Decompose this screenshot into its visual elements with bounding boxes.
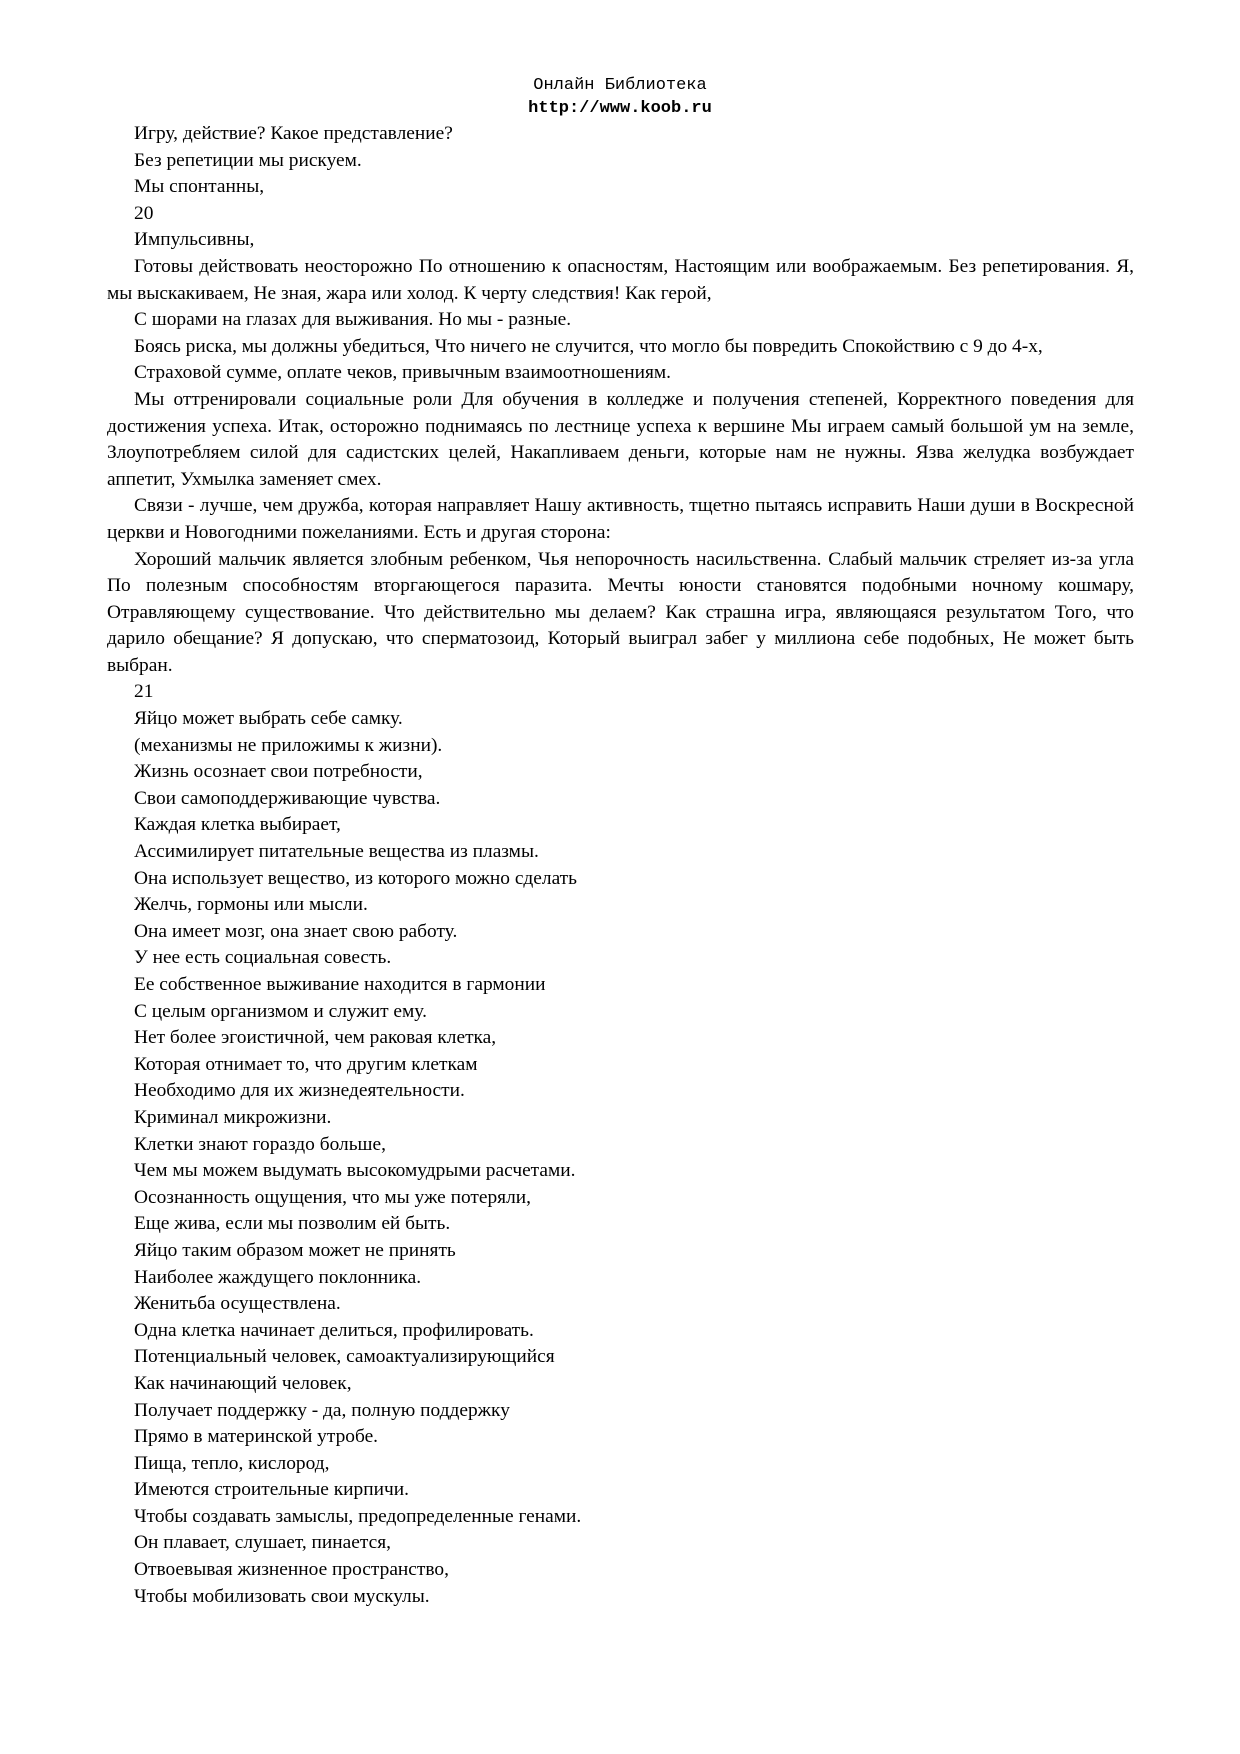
text-line: Как начинающий человек, bbox=[134, 1372, 352, 1394]
text-line: Прямо в материнской утробе. bbox=[134, 1426, 379, 1448]
paragraph: Связи - лучше, чем дружба, которая направляет Нашу активность, тщетно пытаясь исправить Наши души в Воскресной церкви и Новогодними пожеланиями. Есть и другая сторона: bbox=[107, 495, 1134, 543]
paragraph: Боясь риска, мы должны убедиться, Что ничего не случится, что могло бы повредить Спокойствию с 9 до 4-х, bbox=[134, 335, 1043, 357]
text-line: Ассимилирует питательные вещества из плазмы. bbox=[134, 841, 539, 863]
text-line: Он плавает, слушает, пинается, bbox=[134, 1532, 391, 1554]
page-number: 20 bbox=[134, 202, 154, 224]
text-line: Женитьба осуществлена. bbox=[134, 1293, 341, 1315]
text-line: Осознанность ощущения, что мы уже потеряли, bbox=[134, 1186, 531, 1208]
page-number: 21 bbox=[134, 681, 154, 703]
text-line: Еще жива, если мы позволим ей быть. bbox=[134, 1213, 451, 1235]
text-line: Наиболее жаждущего поклонника. bbox=[134, 1266, 422, 1288]
text-line: Получает поддержку - да, полную поддержку bbox=[134, 1399, 510, 1421]
library-url[interactable]: http://www.koob.ru bbox=[528, 99, 712, 118]
text-line: Игру, действие? Какое представление? bbox=[134, 123, 453, 144]
text-line: Она использует вещество, из которого можно сделать bbox=[134, 867, 577, 889]
text-line: Чтобы мобилизовать свои мускулы. bbox=[134, 1585, 430, 1607]
text-line: Криминал микрожизни. bbox=[134, 1106, 332, 1128]
text-line: Имеются строительные кирпичи. bbox=[134, 1479, 409, 1501]
text-line: Пища, тепло, кислород, bbox=[134, 1452, 330, 1474]
library-title: Онлайн Библиотека bbox=[533, 76, 707, 95]
document-body bbox=[107, 121, 1134, 1610]
text-line: Страховой сумме, оплате чеков, привычным взаимоотношениям. bbox=[134, 362, 672, 384]
paragraph: Мы оттренировали социальные роли Для обучения в колледже и получения степеней, Корректного поведения для достижения успеха. Итак, осторожно поднимаясь по лестнице успеха к вершине Мы играем самый большой ум на земле, Злоупотребляем силой для садистских целей, Накапливаем деньги, которые нам не нужны. Язва желудка возбуждает аппетит, Ухмылка заменяет смех. bbox=[107, 388, 1134, 490]
text-line: Клетки знают гораздо больше, bbox=[134, 1133, 386, 1155]
text-line: Ее собственное выживание находится в гармонии bbox=[134, 974, 546, 995]
text-line: У нее есть социальная совесть. bbox=[134, 947, 392, 969]
text-line: С целым организмом и служит ему. bbox=[134, 1000, 427, 1022]
text-line: Она имеет мозг, она знает свою работу. bbox=[134, 920, 458, 942]
text-line: Чем мы можем выдумать высокомудрыми расчетами. bbox=[134, 1160, 576, 1182]
text-line: Без репетиции мы рискуем. bbox=[134, 149, 362, 171]
text-line: Чтобы создавать замыслы, предопределенные генами. bbox=[134, 1505, 582, 1527]
text-line: (механизмы не приложимы к жизни). bbox=[134, 734, 443, 756]
text-line: Мы спонтанны, bbox=[134, 176, 265, 198]
text-line: Импульсивны, bbox=[134, 229, 255, 251]
paragraph: Готовы действовать неосторожно По отношению к опасностям, Настоящим или воображаемым. Без репетирования. Я, мы выскакиваем, Не зная, жара или холод. К черту следствия! Как герой, bbox=[107, 255, 1134, 304]
text-line: Яйцо может выбрать себе самку. bbox=[134, 708, 403, 730]
text-line: Потенциальный человек, самоактуализирующийся bbox=[134, 1346, 555, 1368]
text-line: Необходимо для их жизнедеятельности. bbox=[134, 1080, 465, 1102]
text-line: Одна клетка начинает делиться, профилировать. bbox=[134, 1319, 534, 1341]
text-line: Каждая клетка выбирает, bbox=[134, 814, 341, 836]
text-line: С шорами на глазах для выживания. Но мы - разные. bbox=[134, 309, 572, 331]
paragraph: Хороший мальчик является злобным ребенком, Чья непорочность насильственна. Слабый мальчик стреляет из-за угла По полезным способностям вторгающегося паразита. Мечты юности становятся подобными ночному кошмару, Отравляющему существование. Что действительно мы делаем? Как страшна игра, являющаяся результатом Того, что дарило обещание? Я допускаю, что сперматозоид, Который выиграл забег у миллиона себе подобных, Не может быть выбран. bbox=[107, 548, 1134, 676]
text-line: Свои самоподдерживающие чувства. bbox=[134, 787, 441, 809]
text-line: Яйцо таким образом может не принять bbox=[134, 1239, 456, 1261]
text-line: Нет более эгоистичной, чем раковая клетка, bbox=[134, 1027, 497, 1049]
text-line: Отвоевывая жизненное пространство, bbox=[134, 1559, 449, 1581]
page-header bbox=[0, 74, 1240, 120]
text-line: Желчь, гормоны или мысли. bbox=[134, 894, 368, 916]
text-line: Которая отнимает то, что другим клеткам bbox=[134, 1053, 478, 1075]
text-line: Жизнь осознает свои потребности, bbox=[134, 761, 423, 783]
